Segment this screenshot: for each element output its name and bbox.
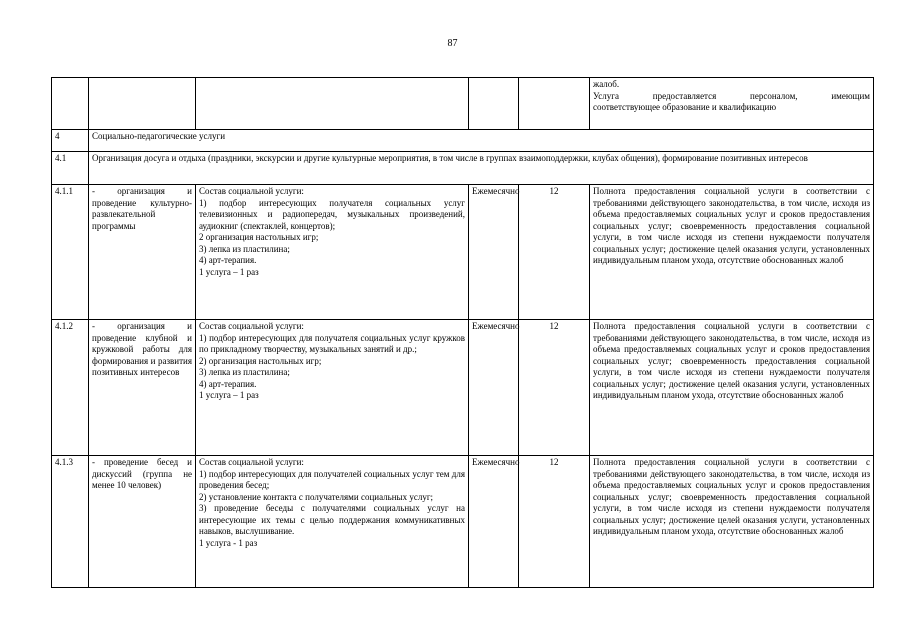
service-name: - организация и проведение клубной и кружковой работы для формирования и развития позитивных интересов (89, 320, 196, 456)
section-number: 4 (52, 130, 89, 152)
content-line: 1 услуга - 1 раз (199, 537, 258, 548)
content-line: 3) проведение беседы с получателями социальных услуг на интересующие их темы с целью поддержания коммуникативных навыков, выслушивание. (199, 503, 465, 536)
subsection-row (52, 152, 874, 185)
content-line: 4) арт-терапия. (199, 255, 257, 265)
section-row (52, 130, 874, 152)
service-period: Ежемесячно (469, 456, 519, 588)
content-line: 3) лепка из пластилина; (199, 367, 290, 377)
service-result: Полнота предоставления социальной услуги в соответствии с требованиями действующего законодательства, в том числе, исходя из объема предоставляемых социальных услуг и сроков предоставления социальных услуг; своевременность предоставления социальной услуги, в том числе исходя из степени нуждаемости получателя социальных услуг; достижение целей оказания услуги, установленных индивидуальным планом ухода, отсутствие обоснованных жалоб (590, 456, 874, 588)
cell-result-continuation (590, 78, 874, 130)
service-result: Полнота предоставления социальной услуги в соответствии с требованиями действующего законодательства, в том числе, исходя из объема предоставляемых социальных услуг и сроков предоставления социальных услуг; своевременность предоставления социальной услуги, в том числе исходя из степени нуждаемости получателя социальных услуг; достижение целей оказания услуги, установленных индивидуальным планом ухода, отсутствие обоснованных жалоб (590, 320, 874, 456)
cell-empty (52, 78, 89, 130)
table-row (52, 456, 874, 588)
service-name: - проведение бесед и дискуссий (группа не менее 10 человек) (89, 456, 196, 588)
content-line: 1) подбор интересующих получателя социальных услуг телевизионных и радиопередач, музыкальных произведений, аудиокниг (спектаклей, концертов); (199, 197, 465, 231)
page-number: 87 (447, 38, 458, 49)
content-line: 1) подбор интересующих для получателя социальных услуг кружков по прикладному творчеству, музыкальных занятий и др.; (199, 332, 465, 354)
service-content (196, 185, 469, 320)
result-line: соответствующее образование и квалификацию (593, 102, 777, 112)
service-content (196, 320, 469, 456)
row-number: 4.1.1 (52, 185, 89, 320)
content-line: 1) подбор интересующих для получателей социальных услуг тем для проведения бесед; (199, 468, 465, 490)
content-line: Состав социальной услуги: (199, 457, 304, 467)
table-row (52, 185, 874, 320)
content-line: 3) лепка из пластилина; (199, 243, 290, 254)
cell-empty (519, 78, 590, 130)
section-title: Социально-педагогические услуги (89, 130, 874, 152)
result-line: Услуга предоставляется персоналом, имеющим (593, 90, 870, 101)
service-volume: 12 (519, 320, 590, 456)
service-period: Ежемесячно (469, 185, 519, 320)
content-line: 1 услуга – 1 раз (199, 266, 259, 277)
table-row-continuation (52, 78, 874, 130)
subsection-title: Организация досуга и отдыха (праздники, экскурсии и другие культурные мероприятия, в том числе в группах взаимоподдержки, клубах общения), формирование позитивных интересов (89, 152, 874, 185)
service-name: - организация и проведение культурно-развлекательной программы (89, 185, 196, 320)
content-line: 2 организация настольных игр; (199, 232, 319, 242)
service-result: Полнота предоставления социальной услуги в соответствии с требованиями действующего законодательства, в том числе, исходя из объема предоставляемых социальных услуг и сроков предоставления социальных услуг; своевременность предоставления социальной услуги, в том числе исходя из степени нуждаемости получателя социальных услуг; достижение целей оказания услуги, установленных индивидуальным планом ухода, отсутствие обоснованных жалоб (590, 185, 874, 320)
service-content (196, 456, 469, 588)
content-line: 1 услуга – 1 раз (199, 390, 259, 400)
content-line: Состав социальной услуги: (199, 186, 304, 196)
row-number: 4.1.3 (52, 456, 89, 588)
content-line: 4) арт-терапия. (199, 378, 257, 389)
service-volume: 12 (519, 185, 590, 320)
cell-empty (469, 78, 519, 130)
cell-empty (196, 78, 469, 130)
table-row (52, 320, 874, 456)
row-number: 4.1.2 (52, 320, 89, 456)
services-table (51, 77, 874, 588)
content-line: 2) установление контакта с получателями социальных услуг; (199, 491, 434, 502)
service-period: Ежемесячно (469, 320, 519, 456)
cell-empty (89, 78, 196, 130)
content-line: Состав социальной услуги: (199, 321, 304, 331)
subsection-number: 4.1 (52, 152, 89, 185)
service-volume: 12 (519, 456, 590, 588)
content-line: 2) организация настольных игр; (199, 355, 322, 366)
result-line: жалоб. (593, 79, 620, 89)
